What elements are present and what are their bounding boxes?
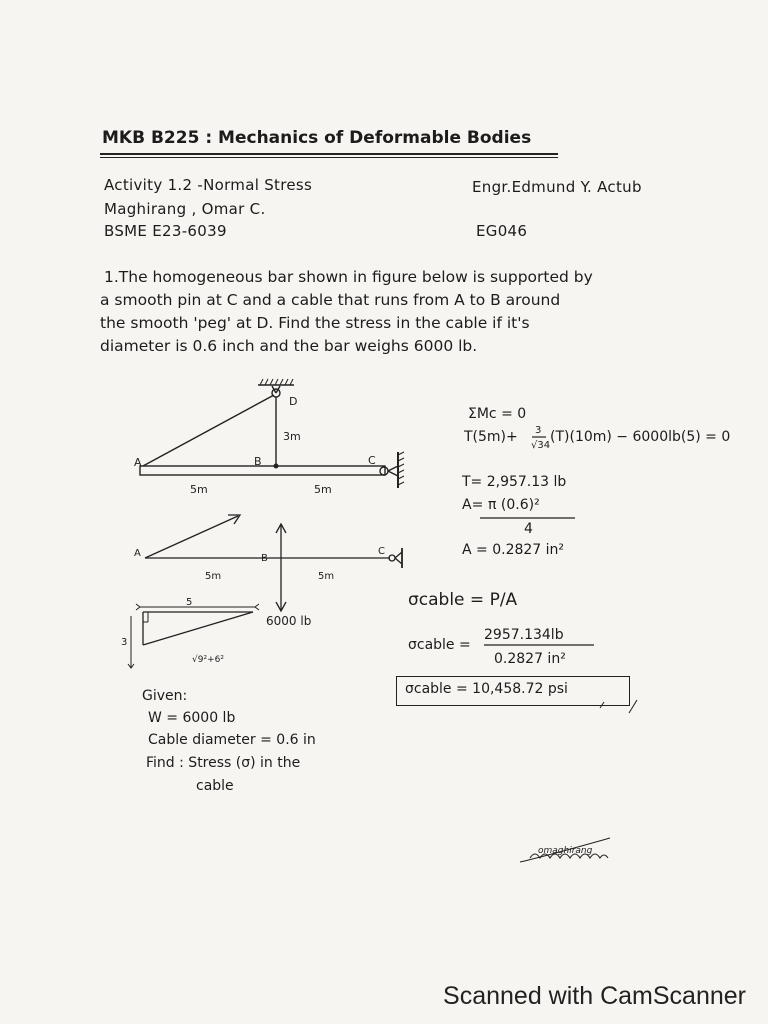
fig2-label-a: A — [134, 548, 141, 559]
course-title: MKB B225 : Mechanics of Deformable Bodies — [102, 128, 532, 148]
fig1-span-right: 5m — [314, 483, 332, 496]
tension-arrow-a — [145, 516, 238, 558]
problem-line-1: 1.The homogeneous bar shown in figure below is supported by — [104, 268, 593, 286]
area-denominator: 4 — [524, 521, 533, 537]
problem-line-3: the smooth 'peg' at D. Find the stress in the cable if it's — [100, 314, 530, 332]
given-diameter: Cable diameter = 0.6 in — [148, 732, 316, 748]
fig1-span-left: 5m — [190, 483, 208, 496]
area-result: A = 0.2827 in² — [462, 542, 565, 558]
instructor-name: Engr.Edmund Y. Actub — [472, 178, 642, 196]
moment-frac-den: √34 — [531, 440, 551, 451]
section-code: EG046 — [476, 222, 528, 240]
fraction-bars — [480, 437, 594, 645]
moment-eq-part-b: (T)(10m) − 6000lb(5) = 0 — [550, 429, 731, 445]
find-line-1: Find : Stress (σ) in the — [146, 755, 301, 771]
fig2-label-b: B — [261, 553, 268, 564]
fig1-label-b: B — [254, 455, 262, 468]
moment-eq-part-a: T(5m)+ — [464, 429, 518, 445]
student-name: Maghirang , Omar C. — [104, 200, 266, 218]
signature: omaghirang — [538, 846, 593, 856]
problem-line-4: diameter is 0.6 inch and the bar weighs 6000 lb. — [100, 337, 478, 355]
activity-title: Activity 1.2 -Normal Stress — [104, 176, 313, 194]
figure-1-bar-cable — [140, 379, 404, 488]
bar — [140, 466, 385, 475]
fig1-label-a: A — [134, 456, 142, 469]
fig3-top: 5 — [186, 597, 193, 608]
fig2-span-right: 5m — [318, 571, 335, 582]
fig1-label-d: D — [289, 395, 298, 408]
given-heading: Given: — [142, 688, 188, 704]
stress-lhs: σcable = — [408, 637, 471, 653]
fig1-height: 3m — [283, 430, 301, 443]
fig2-label-c: C — [378, 546, 385, 557]
fig2-span-left: 5m — [205, 571, 222, 582]
pin-c — [380, 467, 388, 475]
scanner-watermark: Scanned with CamScanner — [443, 982, 746, 1010]
moment-frac-num: 3 — [535, 425, 542, 436]
stress-numerator: 2957.134lb — [484, 627, 564, 643]
fig1-label-c: C — [368, 454, 376, 467]
given-weight: W = 6000 lb — [148, 710, 236, 726]
program-id: BSME E23-6039 — [104, 222, 227, 240]
problem-line-2: a smooth pin at C and a cable that runs from A to B around — [100, 291, 561, 309]
fig3-side: 3 — [121, 637, 128, 648]
moment-sum: ΣMc = 0 — [468, 406, 527, 422]
final-answer: σcable = 10,458.72 psi — [405, 681, 568, 697]
figure-2-free-body — [145, 515, 402, 611]
area-numerator: π (0.6)² — [488, 497, 540, 513]
ceiling-hatch — [260, 379, 293, 385]
area-lhs: A= — [462, 497, 484, 513]
fig2-weight: 6000 lb — [266, 614, 312, 628]
find-line-2: cable — [196, 778, 234, 794]
stress-denominator: 0.2827 in² — [494, 651, 566, 667]
fig3-hyp: √9²+6² — [192, 655, 224, 665]
stress-formula: σcable = P/A — [408, 590, 518, 610]
triangle-hyp — [143, 612, 253, 645]
tension-result: T= 2,957.13 lb — [462, 474, 567, 490]
